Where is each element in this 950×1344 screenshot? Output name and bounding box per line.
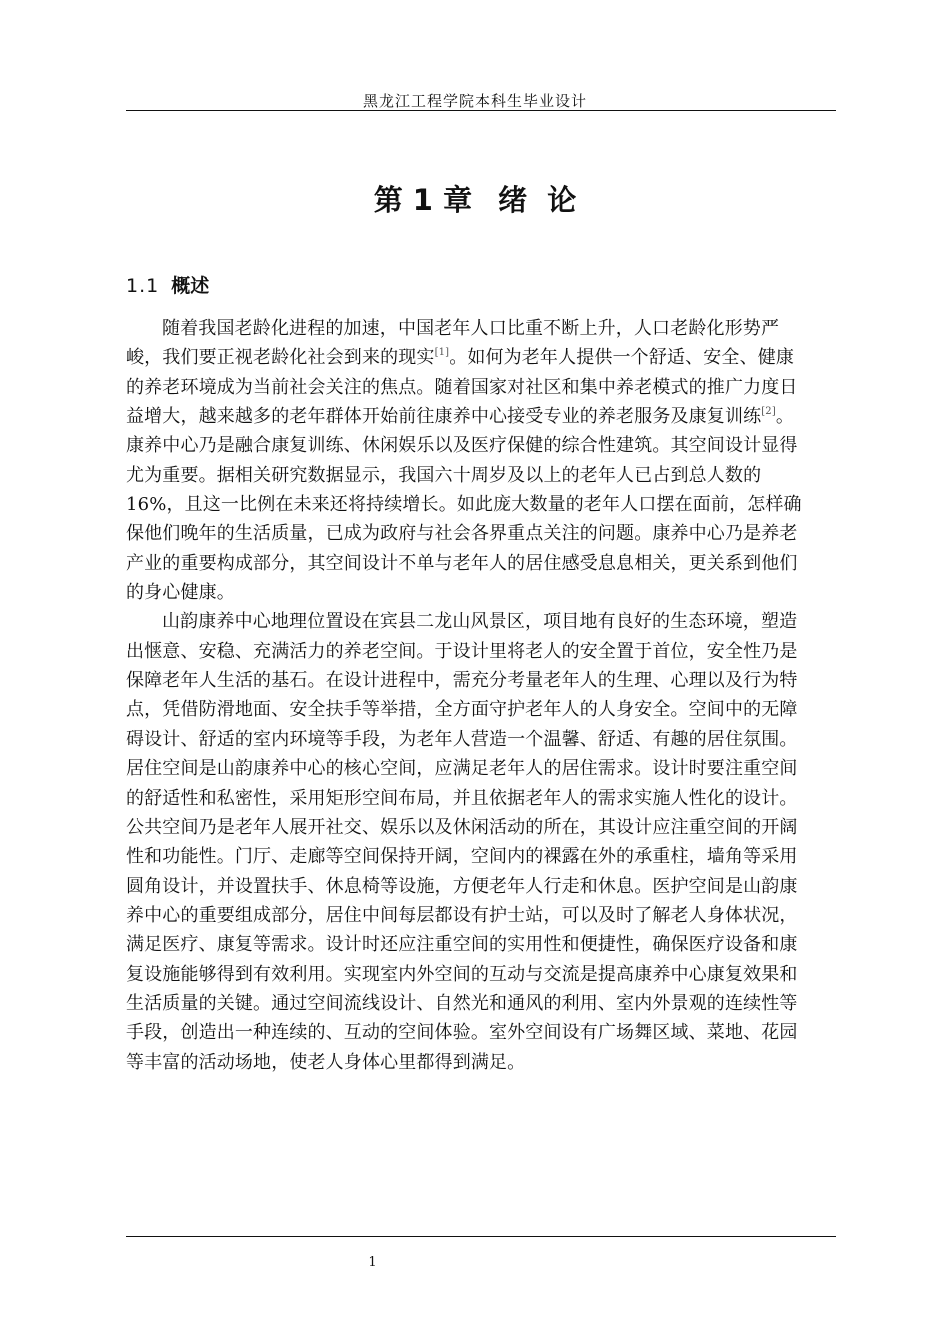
text-line: 手段，创造出一种连续的、互动的空间体验。室外空间设有广场舞区域、菜地、花园 — [126, 1022, 798, 1044]
chapter-title — [0, 178, 950, 219]
citation-ref: [2] — [761, 406, 776, 418]
chapter-number: 第 1 章 — [373, 183, 473, 217]
chapter-name: 绪 论 — [498, 183, 577, 217]
paragraph — [126, 607, 836, 1077]
text-line: 益增大，越来越多的老年群体开始前往康养中心接受专业的养老服务及康复训练[2]。 — [126, 406, 795, 428]
page-number: 1 — [368, 1255, 377, 1270]
text-line: 圆角设计，并设置扶手、休息椅等设施，方便老年人行走和休息。医护空间是山韵康 — [126, 875, 798, 897]
text-line: 产业的重要构成部分，其空间设计不单与老年人的居住感受息息相关，更关系到他们 — [126, 552, 798, 574]
text-line: 满足医疗、康复等需求。设计时还应注重空间的实用性和便捷性，确保医疗设备和康 — [126, 934, 798, 956]
text-line: 保他们晚年的生活质量，已成为政府与社会各界重点关注的问题。康养中心乃是养老 — [126, 523, 798, 545]
text-line: 的舒适性和私密性，采用矩形空间布局，并且依据老年人的需求实施人性化的设计。 — [126, 787, 798, 809]
body-text — [126, 314, 836, 1077]
text-line: 等丰富的活动场地，使老人身体心里都得到满足。 — [126, 1051, 526, 1073]
text-line: 养中心的重要组成部分，居住中间每层都设有护士站，可以及时了解老人身体状况， — [126, 904, 798, 926]
page-header-title: 黑龙江工程学院本科生毕业设计 — [362, 92, 587, 110]
text-line: 保障老年人生活的基石。在设计进程中，需充分考量老年人的生理、心理以及行为特 — [126, 670, 798, 692]
text-line: 康养中心乃是融合康复训练、休闲娱乐以及医疗保健的综合性建筑。其空间设计显得 — [126, 435, 798, 457]
text-line: 居住空间是山韵康养中心的核心空间，应满足老年人的居住需求。设计时要注重空间 — [126, 758, 798, 780]
text-line: 性和功能性。门厅、走廊等空间保持开阔，空间内的裸露在外的承重柱，墙角等采用 — [126, 846, 798, 868]
citation-ref: [1] — [434, 347, 450, 359]
section-heading — [126, 271, 209, 298]
text-line: 随着我国老龄化进程的加速，中国老年人口比重不断上升，人口老龄化形势严 — [162, 318, 780, 339]
footer-rule — [126, 1236, 836, 1237]
text-line: 点，凭借防滑地面、安全扶手等举措，全方面守护老年人的人身安全。空间中的无障 — [126, 699, 798, 721]
text-line: 公共空间乃是老年人展开社交、娱乐以及休闲活动的所在，其设计应注重空间的开阔 — [126, 816, 798, 838]
text-line: 的养老环境成为当前社会关注的焦点。随着国家对社区和集中养老模式的推广力度日 — [126, 376, 798, 398]
text-line: 复设施能够得到有效利用。实现室内外空间的互动与交流是提高康养中心康复效果和 — [126, 963, 798, 985]
section-title: 概述 — [171, 275, 210, 297]
header-rule — [126, 110, 836, 111]
text-line: 16%，且这一比例在未来还将持续增长。如此庞大数量的老年人口摆在面前，怎样确 — [126, 494, 802, 516]
paragraph — [126, 314, 836, 607]
text-line: 出惬意、安稳、充满活力的养老空间。于设计里将老人的安全置于首位，安全性乃是 — [126, 640, 798, 662]
text-line: 山韵康养中心地理位置设在宾县二龙山风景区，项目地有良好的生态环境，塑造 — [162, 611, 798, 633]
text-line: 的身心健康。 — [126, 582, 235, 604]
section-number: 1.1 — [126, 275, 160, 297]
text-line: 尤为重要。据相关研究数据显示，我国六十周岁及以上的老年人已占到总人数的 — [126, 464, 762, 486]
text-line: 碍设计、舒适的室内环境等手段，为老年人营造一个温馨、舒适、有趣的居住氛围。 — [126, 728, 798, 750]
text-line: 生活质量的关键。通过空间流线设计、自然光和通风的利用、室内外景观的连续性等 — [126, 992, 798, 1014]
text-line: 峻，我们要正视老龄化社会到来的现实[1]。如何为老年人提供一个舒适、安全、健康 — [126, 347, 795, 369]
